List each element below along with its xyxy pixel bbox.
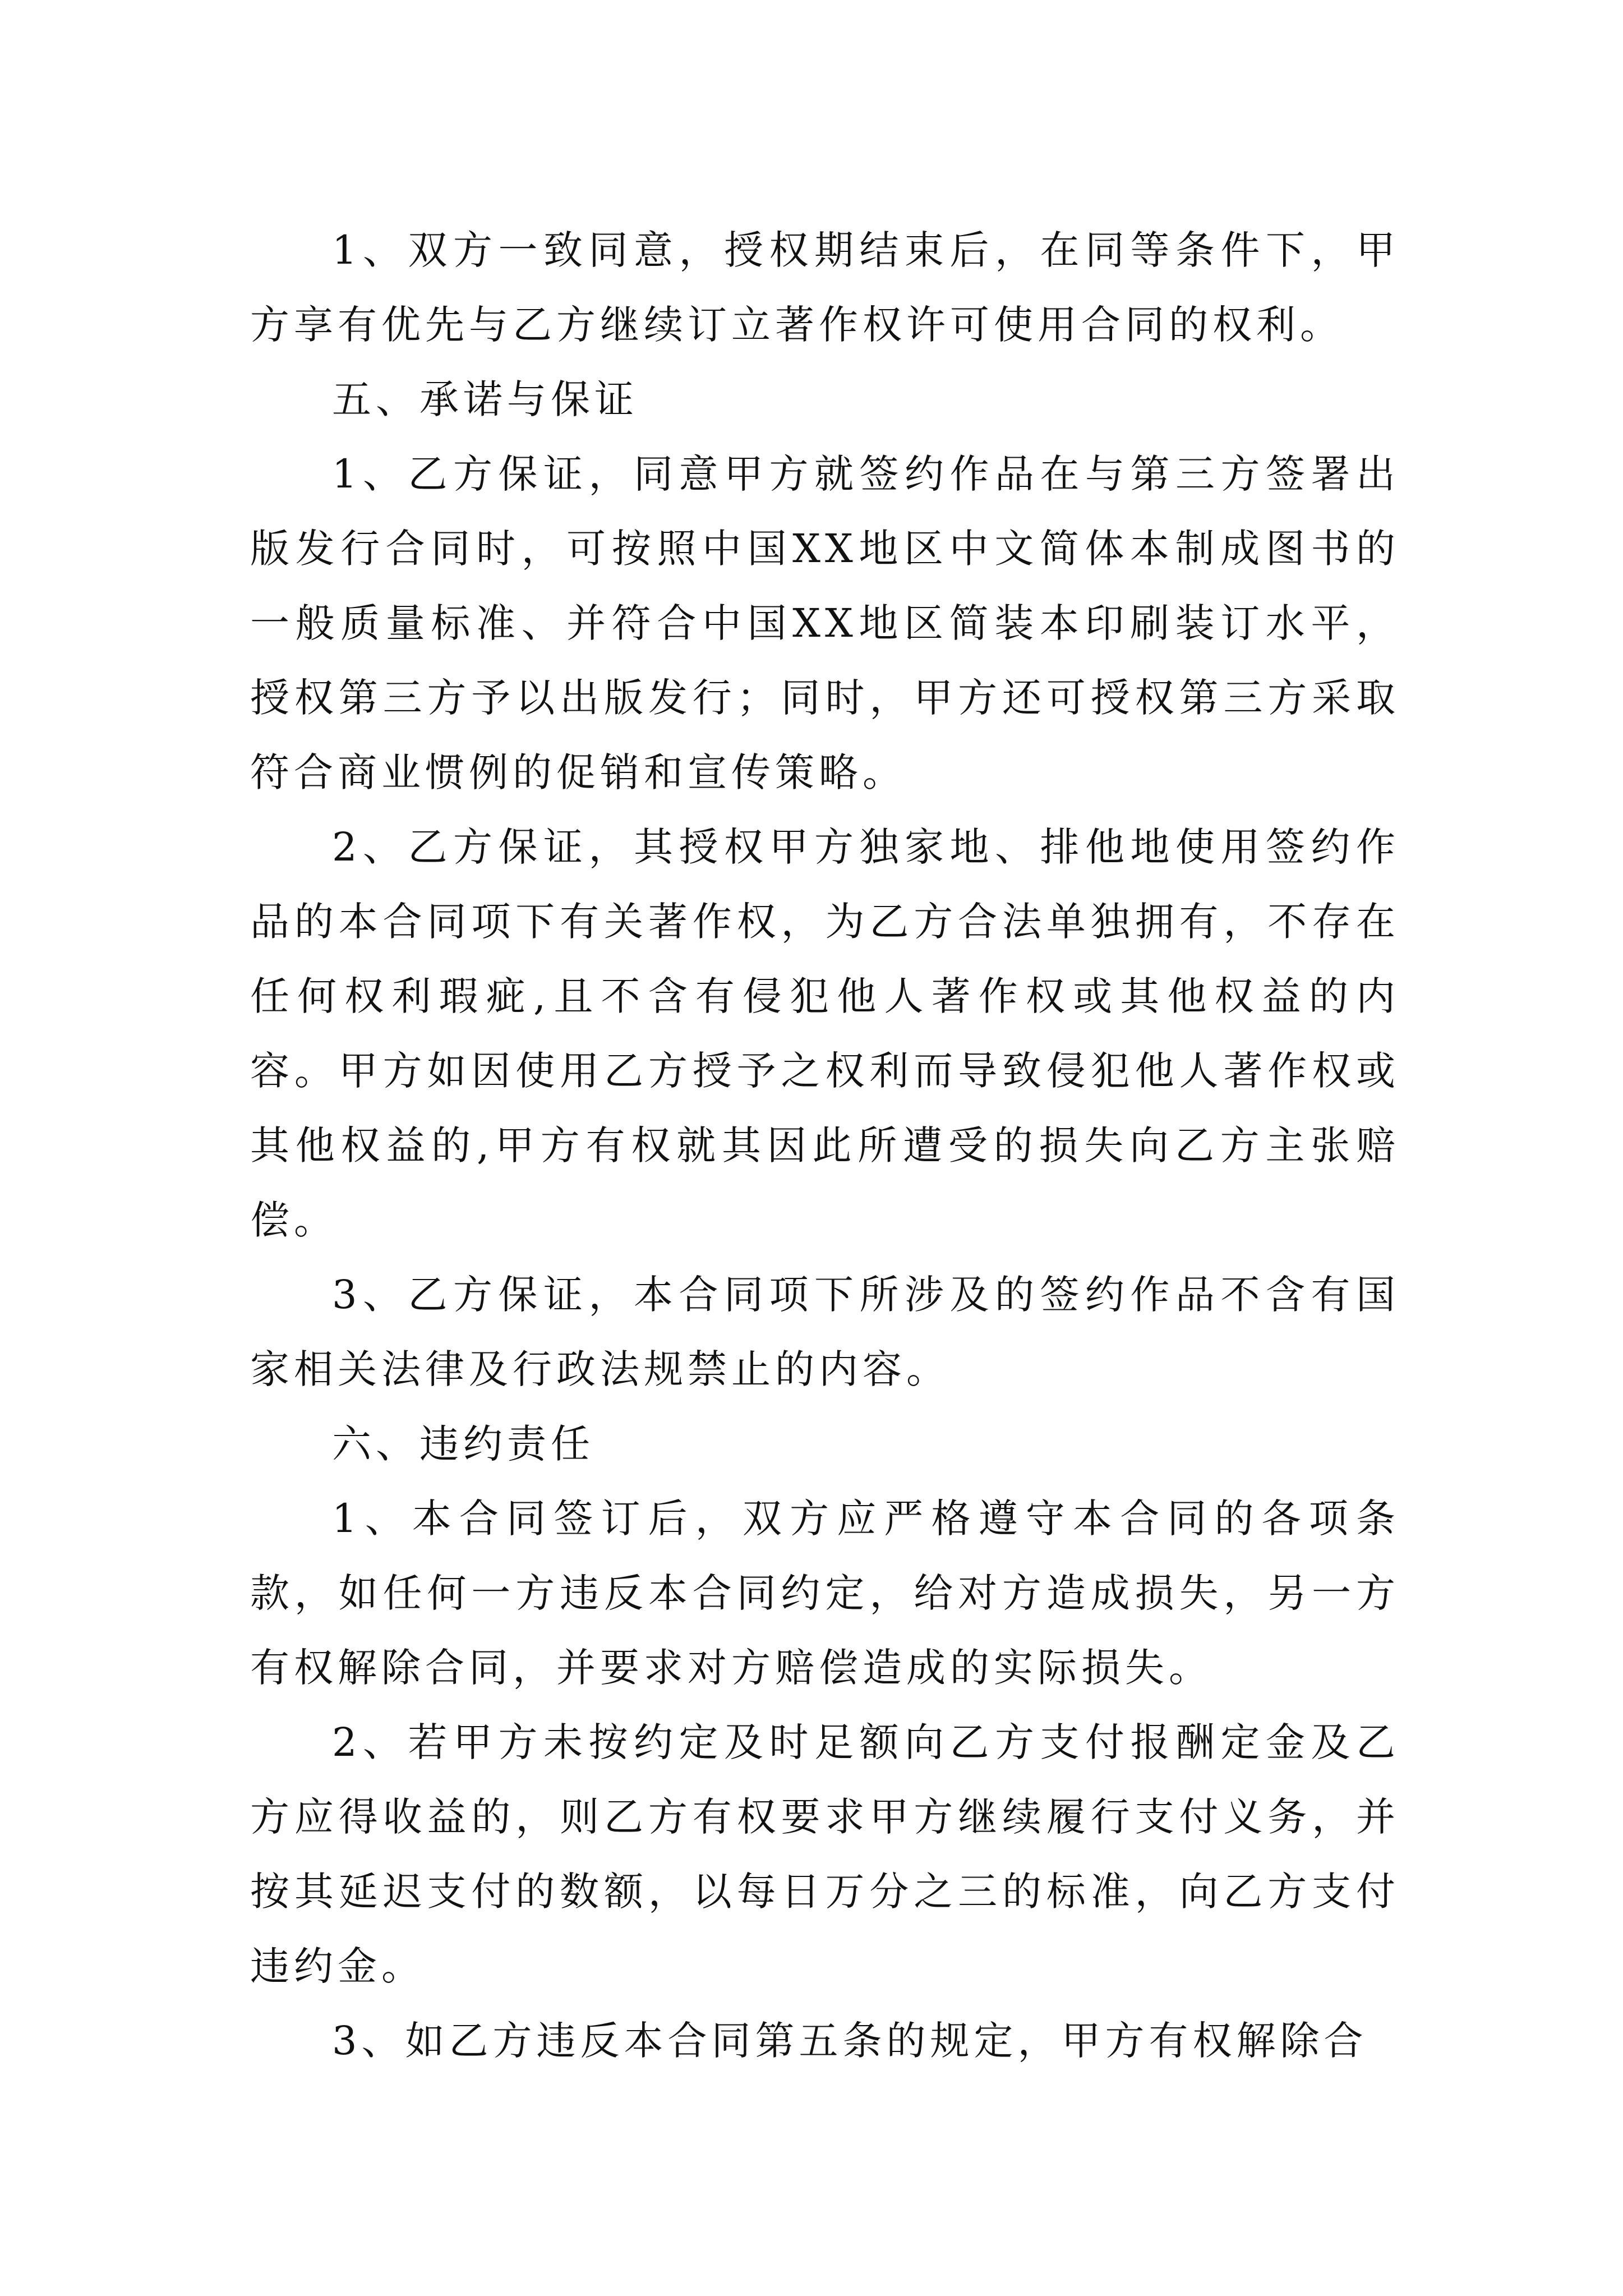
clause-6-2: 2、若甲方未按约定及时足额向乙方支付报酬定金及乙方应得收益的，则乙方有权要求甲方继续履行支付义务，并按其延迟支付的数额，以每日万分之三的标准，向乙方支付违约金。 — [250, 1719, 1400, 1989]
clause-5-1: 1、乙方保证，同意甲方就签约作品在与第三方签署出版发行合同时，可按照中国XX地区中文简体本制成图书的一般质量标准、并符合中国XX地区简装本印刷装订水平，授权第三方予以出版发行；同时，甲方还可授权第三方采取符合商业惯例的促销和宣传策略。 — [250, 451, 1400, 795]
document-page — [250, 213, 1400, 2078]
clause-6-3: 3、如乙方违反本合同第五条的规定，甲方有权解除合 — [332, 2018, 1368, 2064]
clause-6-1: 1、本合同签订后，双方应严格遵守本合同的各项条款，如任何一方违反本合同约定，给对方造成损失，另一方有权解除合同，并要求对方赔偿造成的实际损失。 — [250, 1496, 1400, 1691]
clause-5-3: 3、乙方保证，本合同项下所涉及的签约作品不含有国家相关法律及行政法规禁止的内容。 — [250, 1272, 1400, 1392]
section-6-heading: 六、违约责任 — [332, 1421, 594, 1467]
clause-4-1: 1、双方一致同意，授权期结束后，在同等条件下，甲方享有优先与乙方继续订立著作权许可使用合同的权利。 — [250, 227, 1400, 348]
section-5-heading: 五、承诺与保证 — [332, 376, 638, 422]
clause-5-2: 2、乙方保证，其授权甲方独家地、排他地使用签约作品的本合同项下有关著作权，为乙方合法单独拥有，不存在任何权利瑕疵,且不含有侵犯他人著作权或其他权益的内容。甲方如因使用乙方授予之权利而导致侵犯他人著作权或其他权益的,甲方有权就其因此所遭受的损失向乙方主张赔偿。 — [250, 824, 1400, 1243]
